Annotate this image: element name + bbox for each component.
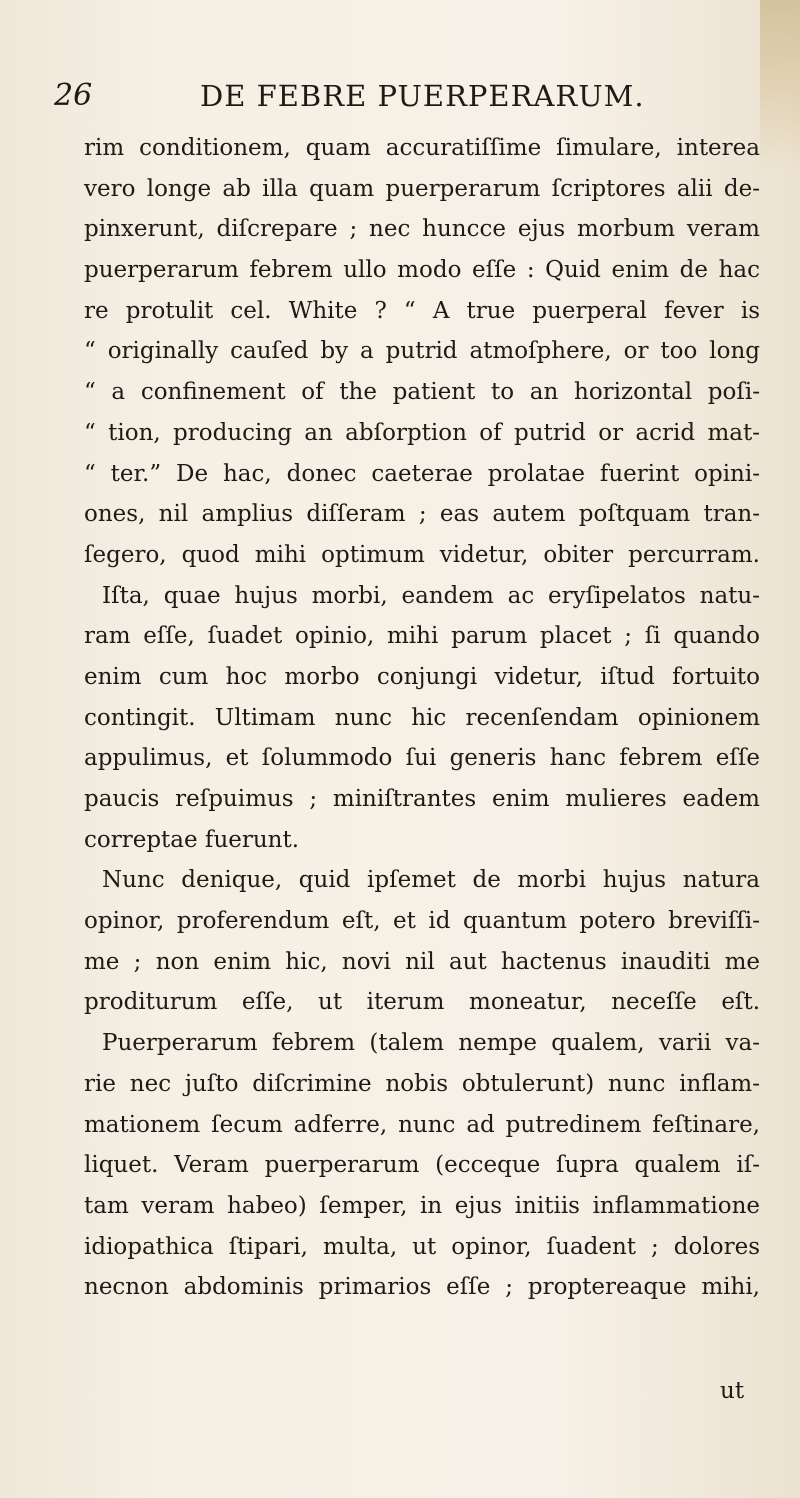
body-text [84, 128, 760, 1308]
text-line: ſegero, quod mihi optimum videtur, obiter percurram. [84, 541, 760, 568]
text-line: correptae fuerunt. [84, 826, 300, 853]
text-line: me ; non enim hic, novi nil aut hactenus inauditi me [84, 948, 760, 975]
text-line: idiopathica ſtipari, multa, ut opinor, ſuadent ; dolores [84, 1233, 760, 1260]
text-line: puerperarum febrem ullo modo eſſe : Quid enim de hac [84, 257, 760, 284]
text-line: necnon abdominis primarios eſſe ; proptereaque mihi, [84, 1274, 760, 1301]
text-line: “ originally cauſed by a putrid atmoſphere, or too long [84, 338, 760, 365]
text-line: Puerperarum febrem (talem nempe qualem, varii va- [102, 1030, 760, 1057]
text-line: paucis reſpuimus ; miniſtrantes enim mulieres eadem [84, 786, 760, 812]
text-line: “ a confinement of the patient to an horizontal poſi- [84, 379, 760, 406]
text-line: pinxerunt, diſcrepare ; nec huncce ejus morbum veram [84, 216, 760, 243]
text-line: ram eſſe, ſuadet opinio, mihi parum placet ; ſi quando [84, 623, 760, 650]
text-line: opinor, proferendum eſt, et id quantum potero breviſſi- [84, 908, 760, 935]
text-line: Iſta, quae hujus morbi, eandem ac eryſipelatos natu- [102, 582, 760, 609]
text-line: tam veram habeo) ſemper, in ejus initiis inflammatione [84, 1192, 760, 1219]
text-line: “ tion, producing an abſorption of putrid or acrid mat- [84, 419, 760, 446]
running-title: DE FEBRE PUERPERARUM. [200, 79, 645, 113]
page-number: 26 [54, 78, 93, 113]
catchword: ut [720, 1378, 745, 1404]
text-line: Nunc denique, quid ipſemet de morbi hujus natura [102, 867, 760, 894]
text-line: re protulit cel. White ? “ A true puerperal fever is [84, 297, 760, 324]
page-header [54, 76, 754, 116]
text-line: rie nec juſto diſcrimine nobis obtulerunt) nunc inflam- [84, 1070, 760, 1097]
text-line: proditurum eſſe, ut iterum moneatur, neceſſe eſt. [84, 989, 760, 1016]
text-line: “ ter.” De hac, donec caeterae prolatae fuerint opini- [84, 460, 760, 487]
text-line: contingit. Ultimam nunc hic recenſendam opinionem [84, 704, 760, 731]
text-line: appulimus, et ſolummodo ſui generis hanc febrem eſſe [84, 745, 760, 772]
text-line: enim cum hoc morbo conjungi videtur, iſtud fortuito [84, 663, 760, 690]
page-stain [760, 0, 800, 170]
text-line: mationem ſecum adferre, nunc ad putredinem feſtinare, [84, 1111, 760, 1138]
text-line: rim conditionem, quam accuratiſſime ſimulare, interea [84, 135, 760, 161]
text-line: vero longe ab illa quam puerperarum ſcriptores alii de- [84, 175, 760, 202]
text-line: ones, nil amplius diſſeram ; eas autem poſtquam tran- [84, 501, 760, 528]
text-line: liquet. Veram puerperarum (ecceque ſupra qualem iſ- [84, 1152, 760, 1179]
